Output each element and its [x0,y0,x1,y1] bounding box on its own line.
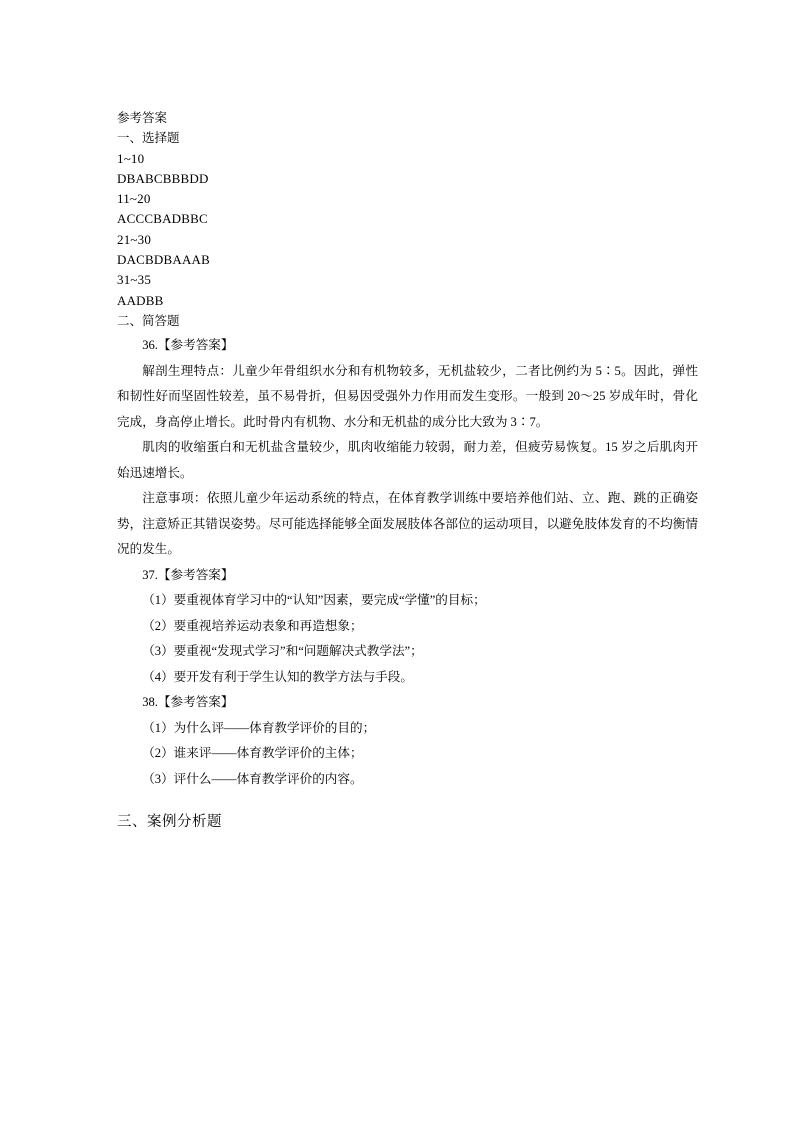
q36-paragraph-1: 解剖生理特点：儿童少年骨组织水分和有机物较多，无机盐较少，二者比例约为 5∶5。因此，弹性和韧性好而坚固性较差，虽不易骨折，但易因受强外力作用而发生变形。一般到 20～25 岁成年时，骨化完成，身高停止增长。此时骨内有机物、水分和无机盐的成分比大致为 3∶7。 [117,363,698,429]
answer-string-1: DBABCBBBDD [117,170,209,186]
q36-paragraph-3: 注意事项：依照儿童少年运动系统的特点，在体育教学训练中要培养他们站、立、跑、跳的正确姿势，注意矫正其错误姿势。尽可能选择能够全面发展肢体各部位的运动项目，以避免肢体发育的不均衡情况的发生。 [117,491,698,557]
answer-string-3: DACBDBAAAB [117,252,211,268]
answer-range-3: 21~30 [117,231,152,247]
answer-range-4: 31~35 [117,272,152,288]
q37-item-2: （2）要重视培养运动表象和再造想象； [142,618,363,633]
answer-key-block [117,108,698,331]
answer-string-4: AADBB [117,292,164,308]
section-three-title: 三、案例分析题 [117,814,222,831]
section-two-title: 二、简答题 [117,312,180,328]
answer-range-2: 11~20 [117,191,151,207]
answer-string-2: ACCCBADBBC [117,211,208,227]
q36-heading: 36.【参考答案】 [142,338,234,353]
short-answer-section [117,333,698,792]
answer-range-1: 1~10 [117,150,145,166]
q38-item-3: （3）评什么——体育教学评价的内容。 [142,771,363,786]
section-one-title: 一、选择题 [117,130,180,146]
answer-key-title: 参考答案 [117,110,168,125]
q37-item-4: （4）要开发有利于学生认知的教学方法与手段。 [142,669,413,684]
q37-item-1: （1）要重视体育学习中的“认知”因素，要完成“学懂”的目标； [142,593,486,608]
q36-paragraph-2: 肌肉的收缩蛋白和无机盐含量较少，肌肉收缩能力较弱，耐力差，但疲劳易恢复。15 岁之后肌肉开始迅速增长。 [117,440,698,480]
q37-heading: 37.【参考答案】 [142,567,234,582]
q38-heading: 38.【参考答案】 [142,695,234,710]
q38-item-2: （2）谁来评——体育教学评价的主体； [142,746,363,761]
q38-item-1: （1）为什么评——体育教学评价的目的； [142,720,376,735]
q37-item-3: （3）要重视“发现式学习”和“问题解决式教学法”； [142,644,423,659]
